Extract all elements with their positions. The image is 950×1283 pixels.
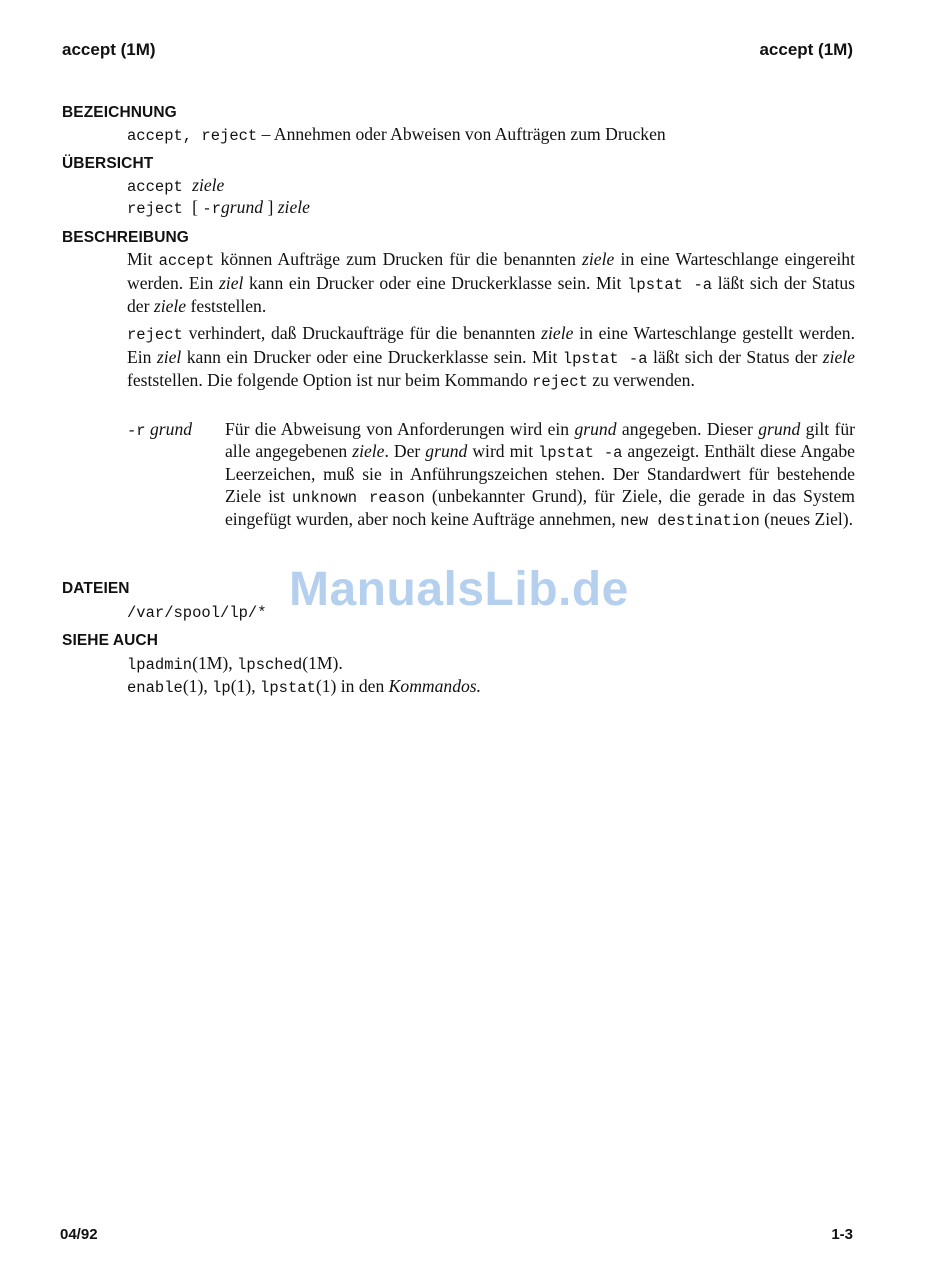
code-lpstat: lpstat -a [627,275,713,294]
text: (1), [182,676,213,696]
text: feststellen. Die folgende Option ist nur beim Kommando [127,370,533,390]
code-reject: reject [127,326,183,344]
text: (1M), [192,653,238,673]
text: angegeben. Dieser [616,419,759,439]
term-ziele: ziele [352,440,385,461]
header-title-right: accept (1M) [759,40,853,59]
text: können Aufträge zum Drucken für die benannten [214,249,583,269]
synopsis-accept-cmd: accept [127,178,193,196]
code-lpstat: lpstat -a [538,443,623,462]
header-title-left: accept (1M) [62,40,156,59]
section-heading-description: BESCHREIBUNG [62,229,189,246]
name-description: – Annehmen oder Abweisen von Aufträgen zum Drucken [257,124,666,144]
option-flag: -r [127,422,146,440]
code-unknown-reason: unknown reason [291,488,425,507]
watermark: ManualsLib.de [289,563,629,616]
ref-lpstat: lpstat [260,679,316,697]
text: verhindert, daß Druckaufträge für die benannten [182,323,542,343]
code-reject: reject [532,373,588,391]
term-ziele: ziele [822,346,855,367]
description-paragraph-1 [127,249,855,318]
synopsis-reject-arg: ziele [277,197,310,217]
text: läßt sich der Status der [127,272,856,316]
text: wird mit [467,440,539,461]
files-path [127,601,855,625]
text: . Der [384,440,426,461]
synopsis-reject-cmd: reject [127,200,193,218]
text: (neues Ziel). [759,509,854,529]
term-ziele: ziele [582,249,615,269]
text: kann ein Drucker oder eine Druckerklasse sein. Mit [243,272,628,293]
description-paragraph-2 [127,323,855,394]
text: (1), [230,676,261,696]
text: Mit [127,249,159,269]
synopsis-bracket-close: ] [263,197,278,217]
option-term [127,419,192,443]
term-grund: grund [574,419,617,439]
section-heading-synopsis: ÜBERSICHT [62,155,154,172]
term-grund: grund [425,440,468,461]
text: gilt für alle angegebenen [225,419,855,461]
code-accept: accept [158,252,215,270]
text: läßt sich der Status der [647,346,823,367]
footer-date: 04/92 [60,1226,98,1243]
text: angezeigt. Enthält diese Angabe Leerzeichen, muß sie in Anführungszeichen stehen. Der Standardwert für bestehende Ziele ist [225,440,855,506]
code-lpstat: lpstat -a [562,349,648,368]
ref-enable: enable [127,679,183,697]
term-grund: grund [758,419,801,439]
synopsis-line-accept [127,175,855,199]
term-ziele: ziele [153,296,187,316]
text: feststellen. [186,296,267,316]
synopsis-bracket-open: [ [192,197,203,217]
synopsis-accept-arg: ziele [192,175,225,195]
term-ziele: ziele [541,323,574,343]
synopsis-reject-option-arg: grund [221,197,264,217]
text: Für die Abweisung von Anforderungen wird ein [225,419,575,439]
term-ziel: ziel [218,272,244,293]
code-new-destination: new destination [620,512,760,530]
see-also-line-1 [127,653,855,677]
footer-page-number: 1-3 [831,1226,853,1243]
text: zu verwenden. [587,370,695,390]
text: (1M). [302,653,343,673]
ref-lp: lp [212,679,231,697]
option-description [225,419,855,533]
section-heading-name: BEZEICHNUNG [62,104,177,121]
text: (unbekannter Grund), für Ziele, die gerade in das System eingefügt wurden, aber noch keine Aufträge annehmen, [225,485,855,529]
section-heading-files: DATEIEN [62,580,130,597]
option-flag-arg: grund [145,419,193,439]
text: in eine Warteschlange gestellt werden. Ein [127,323,855,367]
term-ziel: ziel [156,346,182,367]
file-path: /var/spool/lp/* [127,604,267,622]
name-commands: accept, reject [127,127,258,145]
ref-lpsched: lpsched [237,656,303,674]
text: (1) in den [315,676,389,696]
synopsis-reject-option: -r [202,200,221,218]
ref-lpadmin: lpadmin [127,656,193,674]
text: in eine Warteschlange eingereiht werden. Ein [127,249,855,293]
name-line [127,124,855,148]
text: kann ein Drucker oder eine Druckerklasse sein. Mit [181,346,563,367]
synopsis-line-reject [127,197,855,221]
ref-book-kommandos: Kommandos. [388,676,482,696]
see-also-line-2 [127,676,855,700]
section-heading-see-also: SIEHE AUCH [62,632,159,649]
